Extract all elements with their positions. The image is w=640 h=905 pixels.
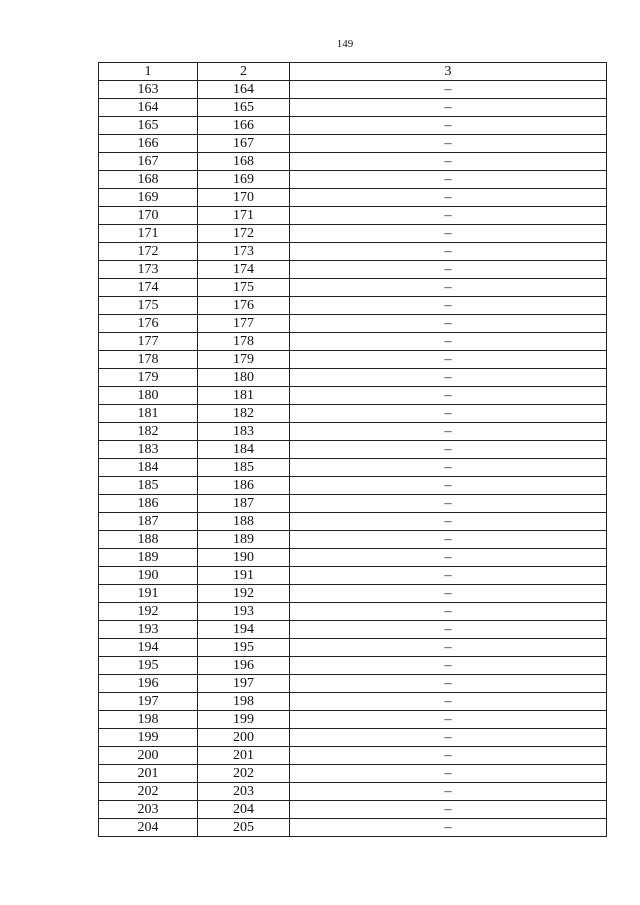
table-cell-col-1: 185 [99, 477, 198, 495]
table-row [99, 279, 607, 297]
table-cell-col-1: 171 [99, 225, 198, 243]
table-cell-col-3: – [290, 369, 607, 387]
table-row [99, 495, 607, 513]
data-table [98, 62, 607, 837]
table-cell-col-2: 172 [198, 225, 290, 243]
table-cell-col-1: 202 [99, 783, 198, 801]
table-cell-col-3: – [290, 477, 607, 495]
table-row [99, 585, 607, 603]
table-cell-col-1: 196 [99, 675, 198, 693]
table-cell-col-2: 175 [198, 279, 290, 297]
table-row [99, 657, 607, 675]
table-cell-col-2: 201 [198, 747, 290, 765]
table-cell-col-1: 188 [99, 531, 198, 549]
table-cell-col-1: 182 [99, 423, 198, 441]
table-cell-col-3: – [290, 675, 607, 693]
table-cell-col-3: – [290, 801, 607, 819]
table-cell-col-3: – [290, 315, 607, 333]
table-cell-col-1: 168 [99, 171, 198, 189]
table-cell-col-2: 174 [198, 261, 290, 279]
table-cell-col-2: 173 [198, 243, 290, 261]
table-row [99, 567, 607, 585]
table-cell-col-1: 180 [99, 387, 198, 405]
table-row [99, 639, 607, 657]
table-cell-col-1: 184 [99, 459, 198, 477]
table-cell-col-1: 173 [99, 261, 198, 279]
table-cell-col-2: 165 [198, 99, 290, 117]
table-cell-col-2: 168 [198, 153, 290, 171]
table-cell-col-3: – [290, 117, 607, 135]
table-cell-col-1: 187 [99, 513, 198, 531]
table-cell-col-2: 166 [198, 117, 290, 135]
table-cell-col-2: 167 [198, 135, 290, 153]
table-cell-col-3: – [290, 135, 607, 153]
column-header-3: 3 [290, 63, 607, 81]
table-row [99, 459, 607, 477]
table-cell-col-2: 196 [198, 657, 290, 675]
table-row [99, 225, 607, 243]
table-cell-col-2: 191 [198, 567, 290, 585]
table-cell-col-1: 175 [99, 297, 198, 315]
table-cell-col-1: 164 [99, 99, 198, 117]
table-cell-col-3: – [290, 99, 607, 117]
table-cell-col-2: 180 [198, 369, 290, 387]
table-cell-col-3: – [290, 783, 607, 801]
table-row [99, 153, 607, 171]
table-cell-col-1: 178 [99, 351, 198, 369]
table-row [99, 351, 607, 369]
table-row [99, 513, 607, 531]
table-cell-col-3: – [290, 513, 607, 531]
table-cell-col-1: 174 [99, 279, 198, 297]
table-cell-col-3: – [290, 423, 607, 441]
table-row [99, 603, 607, 621]
table-cell-col-1: 167 [99, 153, 198, 171]
table-cell-col-1: 183 [99, 441, 198, 459]
table-cell-col-1: 194 [99, 639, 198, 657]
table-cell-col-1: 165 [99, 117, 198, 135]
table-cell-col-3: – [290, 153, 607, 171]
table-cell-col-2: 197 [198, 675, 290, 693]
table-cell-col-2: 185 [198, 459, 290, 477]
table-cell-col-3: – [290, 441, 607, 459]
table-cell-col-1: 198 [99, 711, 198, 729]
table-cell-col-2: 178 [198, 333, 290, 351]
table-cell-col-3: – [290, 387, 607, 405]
table-row [99, 819, 607, 837]
table-body [99, 81, 607, 837]
table-row [99, 423, 607, 441]
table-cell-col-2: 205 [198, 819, 290, 837]
table-cell-col-1: 204 [99, 819, 198, 837]
table-cell-col-3: – [290, 567, 607, 585]
table-cell-col-2: 177 [198, 315, 290, 333]
table-cell-col-1: 179 [99, 369, 198, 387]
table-cell-col-3: – [290, 225, 607, 243]
table-cell-col-2: 204 [198, 801, 290, 819]
table-cell-col-1: 186 [99, 495, 198, 513]
table-cell-col-1: 169 [99, 189, 198, 207]
table-cell-col-1: 197 [99, 693, 198, 711]
table-cell-col-1: 181 [99, 405, 198, 423]
table-cell-col-3: – [290, 261, 607, 279]
table-cell-col-2: 181 [198, 387, 290, 405]
table-cell-col-2: 182 [198, 405, 290, 423]
table-cell-col-2: 190 [198, 549, 290, 567]
table-cell-col-2: 179 [198, 351, 290, 369]
table-cell-col-1: 199 [99, 729, 198, 747]
table-row [99, 711, 607, 729]
table-cell-col-2: 164 [198, 81, 290, 99]
table-header-row [99, 63, 607, 81]
column-header-1: 1 [99, 63, 198, 81]
table-cell-col-1: 193 [99, 621, 198, 639]
table-cell-col-3: – [290, 459, 607, 477]
table-row [99, 441, 607, 459]
table-cell-col-3: – [290, 765, 607, 783]
table-cell-col-3: – [290, 549, 607, 567]
table-cell-col-3: – [290, 621, 607, 639]
table-row [99, 171, 607, 189]
table-cell-col-3: – [290, 657, 607, 675]
table-cell-col-3: – [290, 351, 607, 369]
table-cell-col-3: – [290, 279, 607, 297]
table-cell-col-3: – [290, 297, 607, 315]
table-cell-col-2: 187 [198, 495, 290, 513]
table-cell-col-3: – [290, 189, 607, 207]
table-cell-col-2: 184 [198, 441, 290, 459]
table-cell-col-3: – [290, 729, 607, 747]
table-cell-col-2: 193 [198, 603, 290, 621]
table-cell-col-3: – [290, 333, 607, 351]
table-cell-col-3: – [290, 747, 607, 765]
table-cell-col-2: 200 [198, 729, 290, 747]
table-cell-col-3: – [290, 693, 607, 711]
table-row [99, 477, 607, 495]
table-cell-col-3: – [290, 639, 607, 657]
table-cell-col-3: – [290, 243, 607, 261]
table-row [99, 369, 607, 387]
table-row [99, 261, 607, 279]
table-cell-col-1: 191 [99, 585, 198, 603]
table-row [99, 81, 607, 99]
table-cell-col-3: – [290, 819, 607, 837]
table-cell-col-2: 202 [198, 765, 290, 783]
table-cell-col-2: 198 [198, 693, 290, 711]
table-row [99, 693, 607, 711]
table-cell-col-2: 186 [198, 477, 290, 495]
table-row [99, 765, 607, 783]
table-row [99, 549, 607, 567]
table-cell-col-1: 172 [99, 243, 198, 261]
table-cell-col-1: 163 [99, 81, 198, 99]
table-cell-col-3: – [290, 171, 607, 189]
table-cell-col-3: – [290, 81, 607, 99]
table-cell-col-1: 200 [99, 747, 198, 765]
table-cell-col-1: 177 [99, 333, 198, 351]
table-row [99, 675, 607, 693]
table-cell-col-3: – [290, 405, 607, 423]
table-cell-col-3: – [290, 207, 607, 225]
table-row [99, 405, 607, 423]
table-row [99, 747, 607, 765]
table-cell-col-1: 195 [99, 657, 198, 675]
table-row [99, 531, 607, 549]
column-header-2: 2 [198, 63, 290, 81]
table-row [99, 135, 607, 153]
table-row [99, 729, 607, 747]
table-row [99, 621, 607, 639]
table-cell-col-2: 188 [198, 513, 290, 531]
table-cell-col-2: 169 [198, 171, 290, 189]
table-row [99, 189, 607, 207]
table-cell-col-1: 189 [99, 549, 198, 567]
table-cell-col-2: 195 [198, 639, 290, 657]
table-cell-col-1: 190 [99, 567, 198, 585]
table-row [99, 99, 607, 117]
table-row [99, 783, 607, 801]
table-cell-col-2: 203 [198, 783, 290, 801]
table-cell-col-1: 176 [99, 315, 198, 333]
table-cell-col-2: 199 [198, 711, 290, 729]
table-cell-col-1: 192 [99, 603, 198, 621]
table-row [99, 117, 607, 135]
page-number: 149 [336, 38, 354, 50]
table-row [99, 387, 607, 405]
table-cell-col-3: – [290, 603, 607, 621]
table-cell-col-2: 194 [198, 621, 290, 639]
table-cell-col-2: 170 [198, 189, 290, 207]
table-cell-col-2: 189 [198, 531, 290, 549]
table-cell-col-1: 166 [99, 135, 198, 153]
table-row [99, 297, 607, 315]
table-cell-col-2: 192 [198, 585, 290, 603]
table-cell-col-3: – [290, 495, 607, 513]
table-cell-col-2: 183 [198, 423, 290, 441]
table-cell-col-1: 170 [99, 207, 198, 225]
table-cell-col-3: – [290, 531, 607, 549]
table-row [99, 315, 607, 333]
table-cell-col-2: 171 [198, 207, 290, 225]
table-cell-col-2: 176 [198, 297, 290, 315]
table-cell-col-3: – [290, 585, 607, 603]
table-cell-col-1: 201 [99, 765, 198, 783]
table-cell-col-3: – [290, 711, 607, 729]
table-row [99, 207, 607, 225]
table-row [99, 801, 607, 819]
table-row [99, 333, 607, 351]
table-cell-col-1: 203 [99, 801, 198, 819]
table-row [99, 243, 607, 261]
